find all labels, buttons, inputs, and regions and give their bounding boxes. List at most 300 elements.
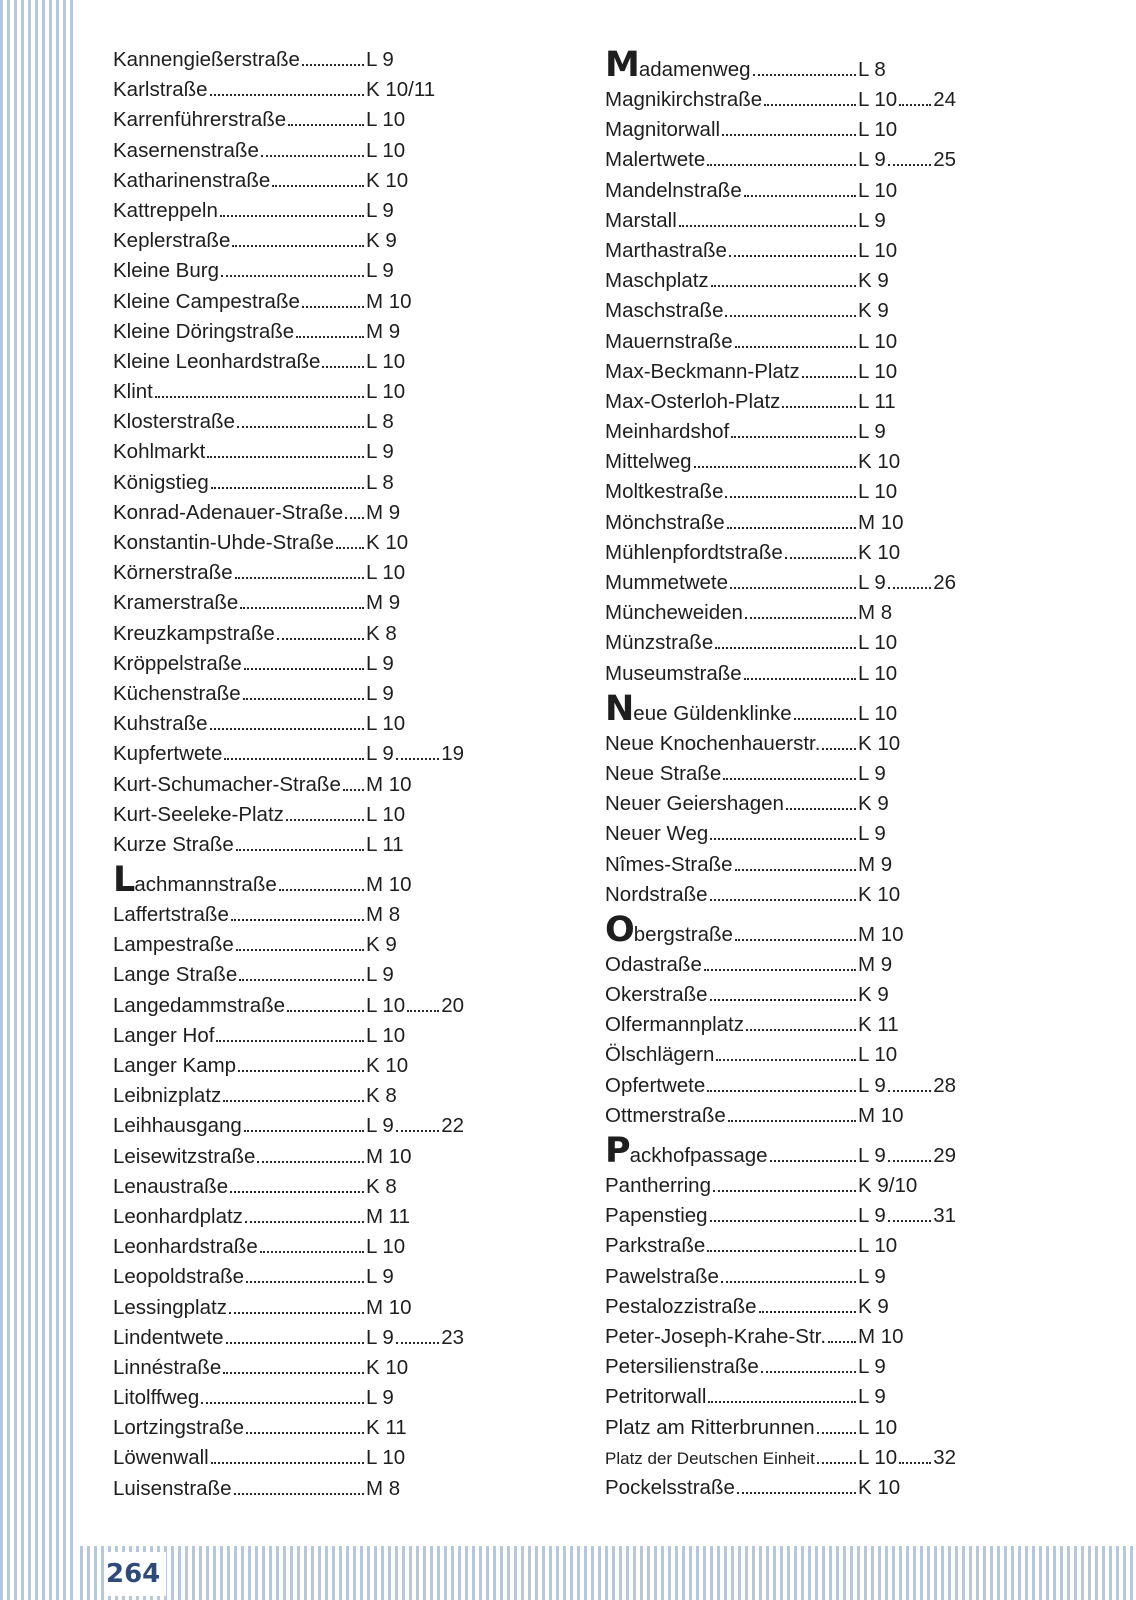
street-name: Küchenstraße — [113, 679, 366, 709]
index-entry — [113, 770, 464, 800]
street-name: Klosterstraße — [113, 407, 366, 437]
dot-leader — [234, 1493, 364, 1495]
map-grid-reference: L 10 — [858, 178, 898, 202]
street-name: Neue Knochenhauerstr. — [605, 729, 858, 759]
map-grid-reference: L 10 — [366, 802, 406, 826]
map-grid-reference: M 10 — [366, 1295, 412, 1319]
dot-leader — [322, 366, 364, 368]
index-entry — [605, 1413, 956, 1443]
street-name: Nordstraße — [605, 880, 858, 910]
street-name: Kleine Campestraße — [113, 287, 366, 317]
index-entry — [113, 1172, 464, 1202]
index-entry — [113, 960, 464, 990]
map-grid-reference: L 9 — [366, 651, 394, 675]
index-entry — [113, 1443, 464, 1473]
index-entry — [113, 1021, 464, 1051]
map-grid-reference: L 10 — [366, 561, 406, 585]
dot-leader — [759, 1311, 856, 1313]
street-name: Peter-Joseph-Krahe-Str. — [605, 1322, 858, 1352]
index-entry — [113, 498, 464, 528]
index-entry — [605, 1473, 956, 1503]
map-grid-reference: K 10 — [366, 1355, 409, 1379]
dot-leader — [229, 1312, 364, 1314]
dot-leader — [216, 1040, 364, 1042]
map-grid-reference: L 9 — [858, 1385, 886, 1409]
map-grid-reference: L 9 — [858, 148, 886, 172]
map-grid-reference: L 9 — [366, 48, 394, 71]
index-entry — [605, 387, 956, 417]
index-entry — [113, 558, 464, 588]
street-name: Keplerstraße — [113, 226, 366, 256]
dot-leader — [243, 698, 364, 700]
dot-leader — [279, 889, 364, 891]
map-grid-reference: L 9 — [366, 742, 394, 766]
index-entry — [605, 1131, 956, 1171]
street-name: Kasernenstraße — [113, 136, 366, 166]
dot-leader — [735, 939, 856, 941]
street-name: Pestalozzistraße — [605, 1292, 858, 1322]
index-entry — [605, 598, 956, 628]
index-entry — [113, 1051, 464, 1081]
map-grid-reference: L 9 — [366, 198, 394, 222]
map-grid-reference: L 10 — [366, 138, 406, 162]
map-grid-reference: L 11 — [366, 832, 404, 856]
map-grid-reference: L 10 — [858, 88, 898, 111]
street-name: Kurt-Seeleke-Platz — [113, 800, 366, 830]
dot-leader — [731, 436, 856, 438]
map-grid-reference: L 10 — [858, 1445, 898, 1469]
index-entry — [605, 910, 956, 950]
index-entry — [113, 679, 464, 709]
index-entry — [113, 1474, 464, 1504]
map-grid-reference: K 9 — [858, 792, 889, 816]
map-grid-reference: K 10 — [366, 168, 409, 192]
map-grid-reference: M 8 — [858, 601, 893, 625]
map-grid-reference: K 9 — [366, 229, 397, 253]
map-grid-reference: L 9 — [858, 208, 886, 232]
map-grid-reference: K 10 — [366, 531, 409, 554]
street-name: Papenstieg — [605, 1201, 858, 1231]
map-grid-reference: L 10 — [366, 349, 406, 373]
dot-leader — [257, 1161, 364, 1163]
map-grid-reference: L 10 — [858, 238, 898, 262]
index-entry — [113, 437, 464, 467]
map-grid-reference: M 10 — [858, 1103, 904, 1127]
street-name: Langedammstraße — [113, 991, 366, 1021]
dot-leader — [707, 164, 856, 166]
map-grid-reference: K 9 — [858, 1294, 889, 1318]
map-grid-reference: K 9 — [858, 269, 889, 293]
street-name: Mittelweg — [605, 447, 858, 477]
map-grid-reference: L 10 — [858, 1043, 898, 1067]
street-name: Max-Osterloh-Platz — [605, 387, 858, 417]
map-grid-reference: M 9 — [858, 952, 893, 976]
street-name: Neuer Geiershagen — [605, 789, 858, 819]
dot-leader — [753, 74, 856, 76]
dot-leader — [679, 225, 856, 227]
dot-leader — [238, 1070, 364, 1072]
dot-leader — [888, 1160, 931, 1162]
index-entry — [605, 1322, 956, 1352]
dot-leader — [240, 607, 364, 609]
dot-leader — [277, 638, 364, 640]
map-grid-reference: L 8 — [858, 58, 886, 81]
index-entry — [605, 508, 956, 538]
section-initial-letter: L — [113, 860, 135, 901]
index-entry — [605, 1010, 956, 1040]
street-name: Luisenstraße — [113, 1474, 366, 1504]
index-entry — [113, 287, 464, 317]
map-grid-reference: L 10 — [858, 701, 898, 725]
dot-leader — [239, 979, 364, 981]
index-entry — [113, 1142, 464, 1172]
street-name: Lessingplatz — [113, 1293, 366, 1323]
street-name: Kröppelstraße — [113, 649, 366, 679]
index-entry — [605, 1382, 956, 1412]
dot-leader — [716, 1059, 856, 1061]
dot-leader — [302, 64, 364, 66]
map-grid-reference: M 10 — [858, 1324, 904, 1348]
street-name: Kannengießerstraße — [113, 45, 366, 75]
map-grid-reference: K 10 — [858, 731, 901, 755]
dot-leader — [223, 1100, 364, 1102]
street-name: Magnitorwall — [605, 115, 858, 145]
map-grid-reference: M 10 — [366, 873, 412, 897]
street-name: Odastraße — [605, 950, 858, 980]
index-entry — [605, 538, 956, 568]
street-name: Klint — [113, 377, 366, 407]
dot-leader — [710, 1220, 856, 1222]
index-entry — [605, 689, 956, 729]
map-grid-reference: L 9 — [858, 1144, 886, 1167]
street-name: Kuhstraße — [113, 709, 366, 739]
index-entry — [605, 327, 956, 357]
dot-leader — [711, 285, 856, 287]
map-grid-reference: K 10 — [858, 450, 901, 474]
index-entry — [605, 850, 956, 880]
dot-leader — [817, 1462, 856, 1464]
dot-leader — [802, 376, 856, 378]
street-name: Packhofpassage — [605, 1131, 858, 1176]
dot-leader — [785, 557, 856, 559]
street-name: Kleine Leonhardstraße — [113, 347, 366, 377]
dot-leader — [745, 617, 856, 619]
map-grid-reference: M 10 — [366, 289, 412, 313]
street-name: Neue Güldenklinke — [605, 689, 858, 734]
dot-leader — [730, 587, 856, 589]
index-entry — [605, 1201, 956, 1231]
index-entry — [113, 45, 464, 75]
index-entry — [605, 1101, 956, 1131]
dot-leader — [244, 668, 364, 670]
street-index-right-column — [605, 45, 956, 1503]
map-grid-reference: L 9 — [858, 1355, 886, 1379]
dot-leader — [828, 1341, 856, 1343]
map-grid-reference: L 10 — [858, 329, 898, 353]
dot-leader — [244, 1130, 364, 1132]
dot-leader — [302, 306, 364, 308]
index-entry — [113, 196, 464, 226]
page-reference: 26 — [933, 571, 956, 594]
street-name: Kurze Straße — [113, 830, 366, 860]
street-name: Langer Hof — [113, 1021, 366, 1051]
map-grid-reference: L 10 — [366, 380, 406, 404]
street-name: Okerstraße — [605, 980, 858, 1010]
dot-leader — [207, 456, 364, 458]
street-name: Neue Straße — [605, 759, 858, 789]
map-grid-reference: L 9 — [366, 1325, 394, 1349]
street-name: Kleine Döringstraße — [113, 317, 366, 347]
index-entry — [605, 980, 956, 1010]
index-entry — [605, 1352, 956, 1382]
street-name: Kupfertwete — [113, 739, 366, 769]
index-entry — [113, 1111, 464, 1141]
index-entry — [113, 1081, 464, 1111]
dot-leader — [710, 999, 856, 1001]
street-name: Olfermannplatz — [605, 1010, 858, 1040]
street-name: Mühlenpfordtstraße — [605, 538, 858, 568]
street-name: Laffertstraße — [113, 900, 366, 930]
map-grid-reference: K 11 — [366, 1416, 407, 1440]
map-grid-reference: L 9 — [858, 571, 886, 594]
dot-leader — [710, 899, 856, 901]
map-grid-reference: L 9 — [366, 440, 394, 464]
street-name: Ölschlägern — [605, 1040, 858, 1070]
street-index-left-column — [113, 45, 464, 1504]
street-name: Lachmannstraße — [113, 860, 366, 905]
street-name: Moltkestraße — [605, 477, 858, 507]
left-stripe-decoration — [0, 0, 76, 1600]
index-entry — [113, 860, 464, 900]
dot-leader — [396, 1130, 439, 1132]
dot-leader — [345, 517, 364, 519]
index-entry — [605, 1040, 956, 1070]
street-name: Leihhausgang — [113, 1111, 366, 1141]
index-entry — [113, 136, 464, 166]
dot-leader — [396, 758, 439, 760]
index-entry — [605, 659, 956, 689]
street-name: Meinhardshof — [605, 417, 858, 447]
page-reference: 28 — [933, 1073, 956, 1097]
dot-leader — [817, 1432, 856, 1434]
index-entry — [113, 105, 464, 135]
street-name: Maschplatz — [605, 266, 858, 296]
street-name: Lange Straße — [113, 960, 366, 990]
street-name: Pawelstraße — [605, 1262, 858, 1292]
map-grid-reference: K 8 — [366, 1084, 397, 1108]
dot-leader — [737, 1492, 856, 1494]
street-name: Leopoldstraße — [113, 1262, 366, 1292]
index-entry — [113, 1202, 464, 1232]
dot-leader — [707, 1250, 856, 1252]
index-entry — [605, 417, 956, 447]
index-entry — [113, 930, 464, 960]
map-grid-reference: L 9 — [858, 761, 886, 785]
dot-leader — [288, 124, 364, 126]
dot-leader — [735, 346, 856, 348]
street-name: Kramerstraße — [113, 588, 366, 618]
dot-leader — [155, 396, 364, 398]
dot-leader — [694, 466, 856, 468]
street-name: Marstall — [605, 206, 858, 236]
index-entry — [113, 1413, 464, 1443]
street-name: Mönchstraße — [605, 508, 858, 538]
dot-leader — [260, 1251, 364, 1253]
map-grid-reference: L 9 — [366, 1265, 394, 1289]
dot-leader — [729, 255, 856, 257]
dot-leader — [396, 1342, 439, 1344]
street-name: Linnéstraße — [113, 1353, 366, 1383]
street-name: Leibnizplatz — [113, 1081, 366, 1111]
map-grid-reference: K 9 — [858, 983, 889, 1007]
index-entry — [605, 266, 956, 296]
index-entry — [113, 991, 464, 1021]
dot-leader — [786, 808, 856, 810]
index-entry — [605, 759, 956, 789]
map-grid-reference: L 10 — [858, 631, 898, 655]
page-number: 264 — [104, 1552, 166, 1596]
dot-leader — [770, 1160, 856, 1162]
map-grid-reference: L 10 — [858, 1234, 898, 1258]
dot-leader — [343, 789, 364, 791]
page-reference: 29 — [933, 1144, 956, 1167]
dot-leader — [744, 678, 856, 680]
index-entry — [605, 176, 956, 206]
index-entry — [605, 1071, 956, 1101]
index-entry — [605, 1292, 956, 1322]
dot-leader — [221, 275, 364, 277]
street-name: Petritorwall — [605, 1382, 858, 1412]
index-entry — [605, 85, 956, 115]
map-grid-reference: L 9 — [366, 1386, 394, 1410]
dot-leader — [794, 718, 856, 720]
dot-leader — [888, 1220, 931, 1222]
dot-leader — [220, 215, 364, 217]
dot-leader — [296, 336, 364, 338]
map-grid-reference: L 10 — [858, 359, 898, 383]
index-entry — [605, 819, 956, 849]
index-entry — [605, 145, 956, 175]
map-grid-reference: L 10 — [858, 661, 898, 685]
street-name: Mandelnstraße — [605, 176, 858, 206]
map-grid-reference: M 10 — [366, 772, 412, 796]
map-grid-reference: M 11 — [366, 1204, 411, 1228]
section-initial-letter: P — [605, 1131, 630, 1171]
map-grid-reference: K 8 — [366, 1174, 397, 1198]
street-name: Marthastraße — [605, 236, 858, 266]
page-reference: 24 — [933, 88, 956, 111]
dot-leader — [336, 547, 364, 549]
index-entry — [113, 1383, 464, 1413]
map-grid-reference: L 10 — [366, 1023, 406, 1047]
index-entry — [605, 206, 956, 236]
dot-leader — [246, 1281, 364, 1283]
dot-leader — [223, 1372, 364, 1374]
map-grid-reference: L 8 — [366, 410, 394, 434]
map-grid-reference: M 9 — [366, 500, 401, 524]
index-entry — [113, 619, 464, 649]
page-reference: 19 — [441, 742, 464, 766]
street-name: Magnikirchstraße — [605, 85, 858, 115]
dot-leader — [235, 577, 364, 579]
map-grid-reference: M 8 — [366, 903, 401, 927]
street-name: Lindentwete — [113, 1323, 366, 1353]
dot-leader — [728, 1120, 856, 1122]
dot-leader — [230, 1191, 364, 1193]
map-grid-reference: M 10 — [858, 510, 904, 534]
map-grid-reference: L 10 — [858, 1415, 898, 1439]
dot-leader — [727, 527, 856, 529]
index-entry — [605, 115, 956, 145]
map-grid-reference: K 8 — [366, 621, 397, 645]
street-name: Kurt-Schumacher-Straße — [113, 770, 366, 800]
street-name: Katharinenstraße — [113, 166, 366, 196]
dot-leader — [237, 426, 364, 428]
index-entry — [605, 628, 956, 658]
dot-leader — [746, 1029, 856, 1031]
map-grid-reference: M 9 — [366, 319, 401, 343]
dot-leader — [713, 1190, 856, 1192]
index-entry — [113, 900, 464, 930]
map-grid-reference: K 10 — [858, 540, 901, 564]
index-entry — [605, 789, 956, 819]
dot-leader — [224, 758, 364, 760]
street-name: Müncheweiden — [605, 598, 858, 628]
index-entry — [113, 407, 464, 437]
map-grid-reference: K 10 — [858, 882, 901, 906]
dot-leader — [735, 869, 856, 871]
map-grid-reference: L 10 — [858, 118, 898, 142]
street-name: Königstieg — [113, 468, 366, 498]
street-name: Konrad-Adenauer-Straße — [113, 498, 366, 528]
street-name: Leonhardstraße — [113, 1232, 366, 1262]
dot-leader — [704, 969, 856, 971]
index-entry — [113, 528, 464, 558]
map-grid-reference: L 11 — [858, 389, 896, 413]
index-entry — [605, 236, 956, 266]
dot-leader — [245, 1221, 364, 1223]
dot-leader — [236, 949, 364, 951]
street-name: Mummetwete — [605, 568, 858, 598]
index-entry — [113, 1323, 464, 1353]
index-entry — [605, 729, 956, 759]
dot-leader — [761, 1371, 856, 1373]
index-entry — [113, 256, 464, 286]
map-grid-reference: L 10 — [858, 480, 898, 504]
map-grid-reference: L 10 — [366, 1446, 406, 1470]
street-name: Kattreppeln — [113, 196, 366, 226]
street-name: Lenaustraße — [113, 1172, 366, 1202]
map-grid-reference: L 10 — [366, 108, 406, 132]
index-entry — [605, 1231, 956, 1261]
map-grid-reference: L 9 — [366, 681, 394, 705]
dot-leader — [899, 1462, 931, 1464]
map-grid-reference: K 10 — [858, 1475, 901, 1499]
map-grid-reference: L 9 — [366, 259, 394, 283]
map-grid-reference: K 9/10 — [858, 1174, 918, 1197]
bottom-stripe-decoration — [80, 1546, 1136, 1600]
index-entry — [113, 1262, 464, 1292]
street-name: Museumstraße — [605, 659, 858, 689]
dot-leader — [721, 1281, 856, 1283]
street-name: Neuer Weg — [605, 819, 858, 849]
map-grid-reference: L 9 — [858, 1204, 886, 1228]
dot-leader — [782, 406, 856, 408]
street-name: Parkstraße — [605, 1231, 858, 1261]
index-entry — [113, 739, 464, 769]
dot-leader — [715, 647, 856, 649]
page-reference: 23 — [441, 1325, 464, 1349]
